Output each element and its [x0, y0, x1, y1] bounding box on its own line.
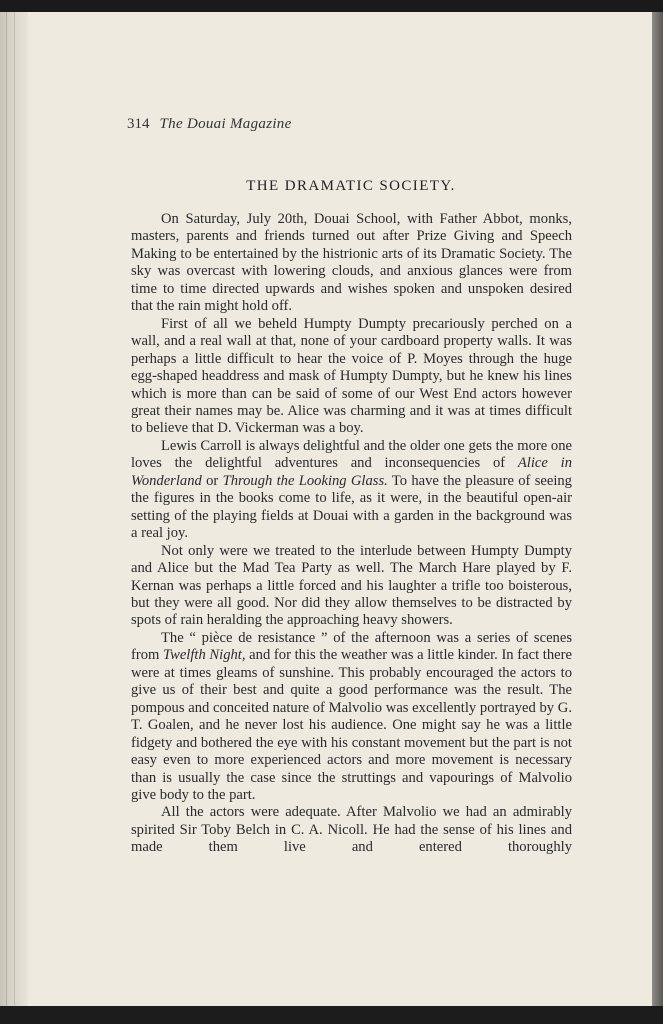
paragraph-2: First of all we beheld Humpty Dumpty precariously perched on a wall, and a real wall at that, none of your cardboard property walls. It was perhaps a little difficult to hear the voice of P. Moyes through the huge egg-shaped headdress and mask of Humpty Dumpty, but he knew his lines which is more than can be said of some of our West End actors however great their names may be. Alice was charming and it was at times difficult to believe that D. Vickerman was a boy.	[131, 315, 572, 437]
paragraph-3-text-a: Lewis Carroll is always delightful and the older one gets the more one loves the delightful adventures and inconsequencies of	[131, 437, 572, 472]
paragraph-5	[131, 630, 572, 805]
paragraph-3	[131, 438, 572, 543]
paragraph-5-text-b: and for this the weather was a little kinder. In fact there were at times gleams of sunshine. This probably encouraged the actors to give us of their best and quite a good performance was the result. The pompous and conceited nature of Malvolio was excellently portrayed by G. T. Goalen, and he never lost his audience. One might say he was a little fidgety and bothered the eye with his constant movement but the part is not easy even to more experienced actors and more movement is necessary than is usually the case since the struttings and vapourings of Malvolio give body to the part.	[131, 647, 572, 803]
page-number: 314	[127, 116, 150, 132]
magazine-title: The Douai Magazine	[159, 116, 292, 132]
article-body	[131, 211, 572, 857]
paragraph-1: On Saturday, July 20th, Douai School, with Father Abbot, monks, masters, parents and friends turned out after Prize Giving and Speech Making to be entertained by the histrionic arts of its Dramatic Society. The sky was overcast with lowering clouds, and anxious glances were from time to time directed upwards and wishes spoken and unspoken desired that the rain might hold off.	[131, 211, 572, 315]
book-title-looking-glass: Through the Looking Glass.	[222, 472, 388, 489]
paragraph-6: All the actors were adequate. After Malvolio we had an admirably spirited Sir Toby Belch in C. A. Nicoll. He had the sense of his lines and made them live and entered thoroughly	[131, 804, 572, 856]
article-title: THE DRAMATIC SOCIETY.	[246, 178, 456, 194]
page-edge	[652, 12, 663, 1008]
paragraph-5-text-a: The “ pièce de resistance ” of the afternoon was a series of scenes from	[131, 629, 572, 664]
page-gutter	[0, 12, 28, 1008]
paragraph-3-or: or	[201, 472, 223, 489]
running-head	[127, 116, 292, 133]
paragraph-4: Not only were we treated to the interlude between Humpty Dumpty and Alice but the Mad Tea Party as well. The March Hare played by F. Kernan was perhaps a little forced and his laughter a trifle too boisterous, but they were all good. Nor did they allow themselves to be distracted by spots of rain heralding the approaching heavy showers.	[131, 542, 572, 629]
paragraph-3-text-b: To have the pleasure of seeing the figures in the books come to life, as it were, in the beautiful open-air setting of the playing fields at Douai with a garden in the background was a real joy.	[131, 472, 572, 542]
book-title-alice: Alice in Wonderland	[131, 455, 572, 489]
play-title-twelfth-night: Twelfth Night,	[163, 647, 246, 664]
scan-border-bottom	[0, 1006, 663, 1024]
